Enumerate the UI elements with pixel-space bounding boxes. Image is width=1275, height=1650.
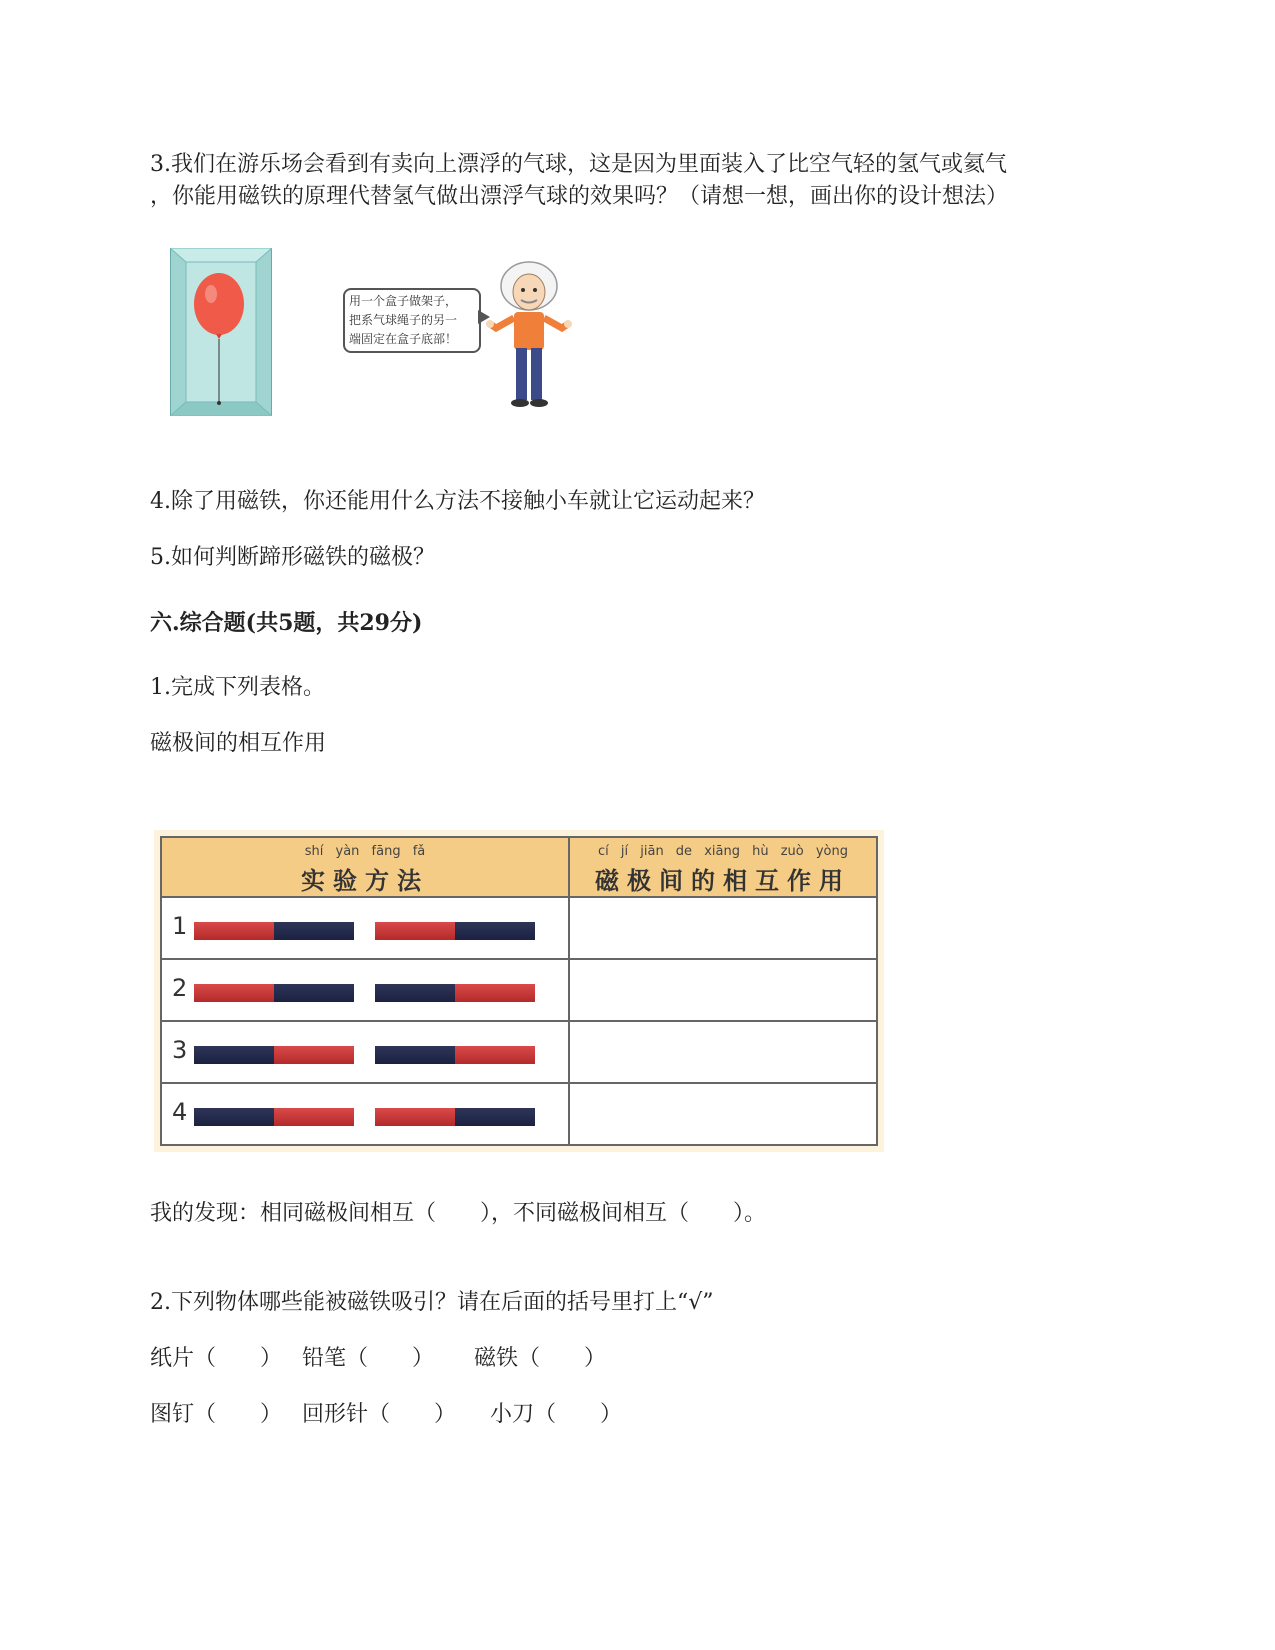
bar-magnet-right [375, 1046, 535, 1064]
bar-magnet-right [375, 984, 535, 1002]
s6q2-title: 2.下列物体哪些能被磁铁吸引？请在后面的括号里打上“√” [150, 1290, 714, 1315]
bar-magnet-left [194, 984, 354, 1002]
row-number: 1 [172, 912, 188, 940]
speech-bubble [343, 288, 481, 353]
row-number: 4 [172, 1098, 188, 1126]
table-row-3-method [161, 1021, 569, 1083]
table-row-4-answer[interactable] [569, 1083, 877, 1145]
bar-magnet-right [375, 1108, 535, 1126]
q3-line1: 3.我们在游乐场会看到有卖向上漂浮的气球，这是因为里面装入了比空气轻的氢气或氦气 [150, 152, 1007, 177]
table-row-2-method [161, 959, 569, 1021]
header-interaction-pinyin: cí jí jiān de xiāng hù zuò yòng [598, 844, 848, 859]
s6q2-option-pencil[interactable]: 铅笔（ ） [302, 1346, 435, 1371]
bubble-line-1: 用一个盒子做架子， [349, 294, 458, 308]
table-row-1-answer[interactable] [569, 897, 877, 959]
row-number: 3 [172, 1036, 188, 1064]
table-row-2-answer[interactable] [569, 959, 877, 1021]
section6-title: 六.综合题(共5题，共29分) [150, 610, 423, 636]
magnet-pole-table [154, 830, 884, 1152]
table-row-1-method [161, 897, 569, 959]
q3-line2: ，你能用磁铁的原理代替氢气做出漂浮气球的效果吗？（请想一想，画出你的设计想法） [150, 184, 1009, 209]
s6q1-title: 1.完成下列表格。 [150, 675, 325, 700]
s6q2-option-paper[interactable]: 纸片（ ） [150, 1346, 283, 1371]
bubble-line-3: 端固定在盒子底部！ [349, 332, 458, 346]
s6q2-option-knife[interactable]: 小刀（ ） [490, 1402, 623, 1427]
table-row-3-answer[interactable] [569, 1021, 877, 1083]
header-method-pinyin: shí yàn fāng fǎ [304, 844, 426, 859]
bar-magnet-left [194, 1046, 354, 1064]
q5-text: 5.如何判断蹄形磁铁的磁极？ [150, 545, 435, 570]
s6q2-option-paperclip[interactable]: 回形针（ ） [302, 1402, 457, 1427]
balloon-box-illustration [170, 248, 272, 416]
header-method-label: 实验方法 [301, 866, 429, 895]
s6q2-option-magnet[interactable]: 磁铁（ ） [474, 1346, 607, 1371]
header-interaction [569, 837, 877, 897]
q4-text: 4.除了用磁铁，你还能用什么方法不接触小车就让它运动起来？ [150, 489, 765, 514]
bubble-line-2: 把系气球绳子的另一 [349, 313, 458, 327]
bar-magnet-left [194, 1108, 354, 1126]
s6q1-subtitle: 磁极间的相互作用 [150, 731, 327, 756]
row-number: 2 [172, 974, 188, 1002]
scientist-illustration [486, 258, 572, 410]
bar-magnet-left [194, 922, 354, 940]
s6q1-finding[interactable]: 我的发现：相同磁极间相互（ ），不同磁极间相互（ ）。 [150, 1201, 767, 1226]
s6q2-option-pushpin[interactable]: 图钉（ ） [150, 1402, 283, 1427]
header-interaction-label: 磁极间的相互作用 [595, 866, 851, 895]
header-method [161, 837, 569, 897]
bar-magnet-right [375, 922, 535, 940]
table-row-4-method [161, 1083, 569, 1145]
